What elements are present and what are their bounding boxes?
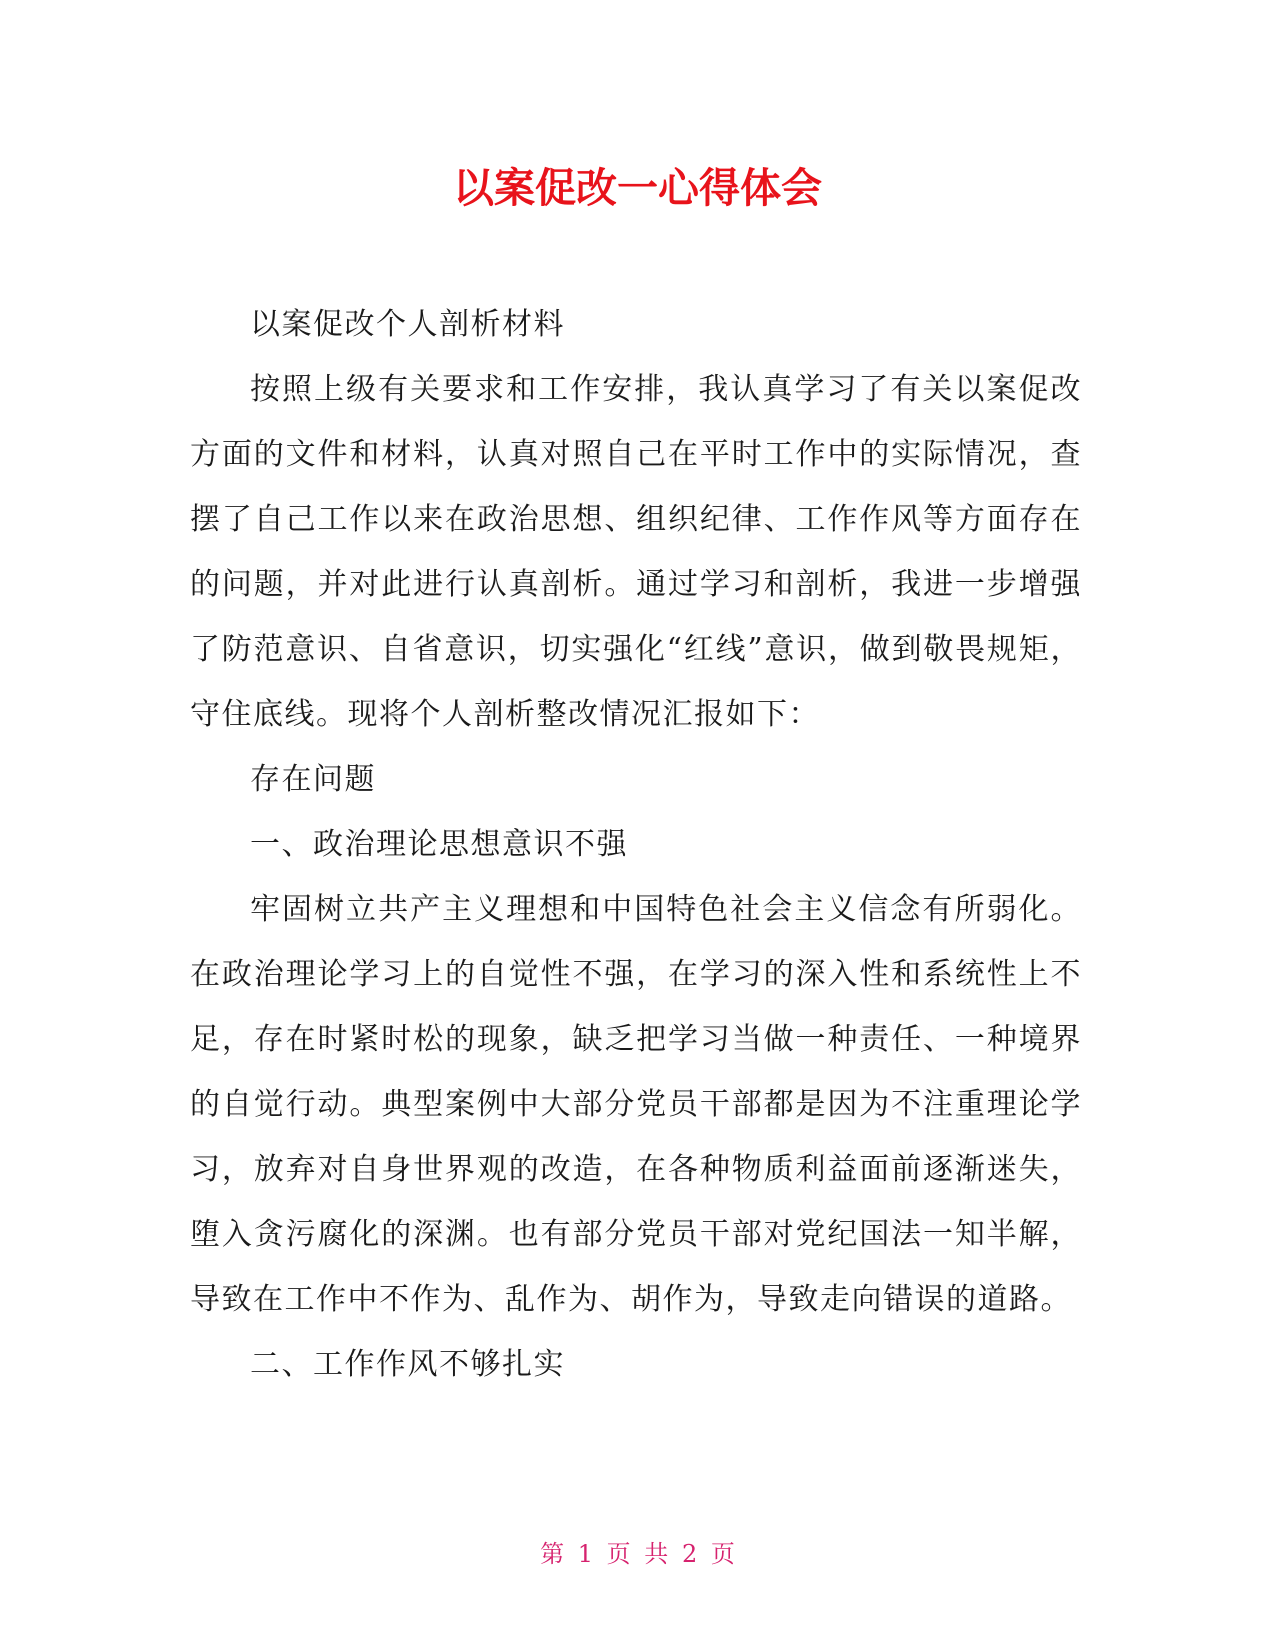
paragraph-heading-section-2: 二、工作作风不够扎实 bbox=[250, 1347, 565, 1382]
paragraph-subtitle: 以案促改个人剖析材料 bbox=[250, 307, 565, 342]
document-body bbox=[190, 292, 1082, 1397]
paragraph-intro: 按照上级有关要求和工作安排，我认真学习了有关以案促改方面的文件和材料，认真对照自己在平时工作中的实际情况，查摆了自己工作以来在政治思想、组织纪律、工作作风等方面存在的问题，并对此进行认真剖析。通过学习和剖析，我进一步增强了防范意识、自省意识，切实强化“红线”意识，做到敬畏规矩，守住底线。现将个人剖析整改情况汇报如下： bbox=[190, 372, 1082, 732]
document-title: 以案促改一心得体会 bbox=[453, 164, 822, 212]
paragraph-heading-section-1: 一、政治理论思想意识不强 bbox=[250, 827, 628, 862]
paragraph-heading-problems: 存在问题 bbox=[250, 762, 376, 797]
paragraph-section-1-body: 牢固树立共产主义理想和中国特色社会主义信念有所弱化。在政治理论学习上的自觉性不强，在学习的深入性和系统性上不足，存在时紧时松的现象，缺乏把学习当做一种责任、一种境界的自觉行动。典型案例中大部分党员干部都是因为不注重理论学习，放弃对自身世界观的改造，在各种物质利益面前逐渐迷失，堕入贪污腐化的深渊。也有部分党员干部对党纪国法一知半解，导致在工作中不作为、乱作为、胡作为，导致走向错误的道路。 bbox=[190, 892, 1082, 1317]
page-footer: 第 1 页 共 2 页 bbox=[540, 1540, 735, 1568]
